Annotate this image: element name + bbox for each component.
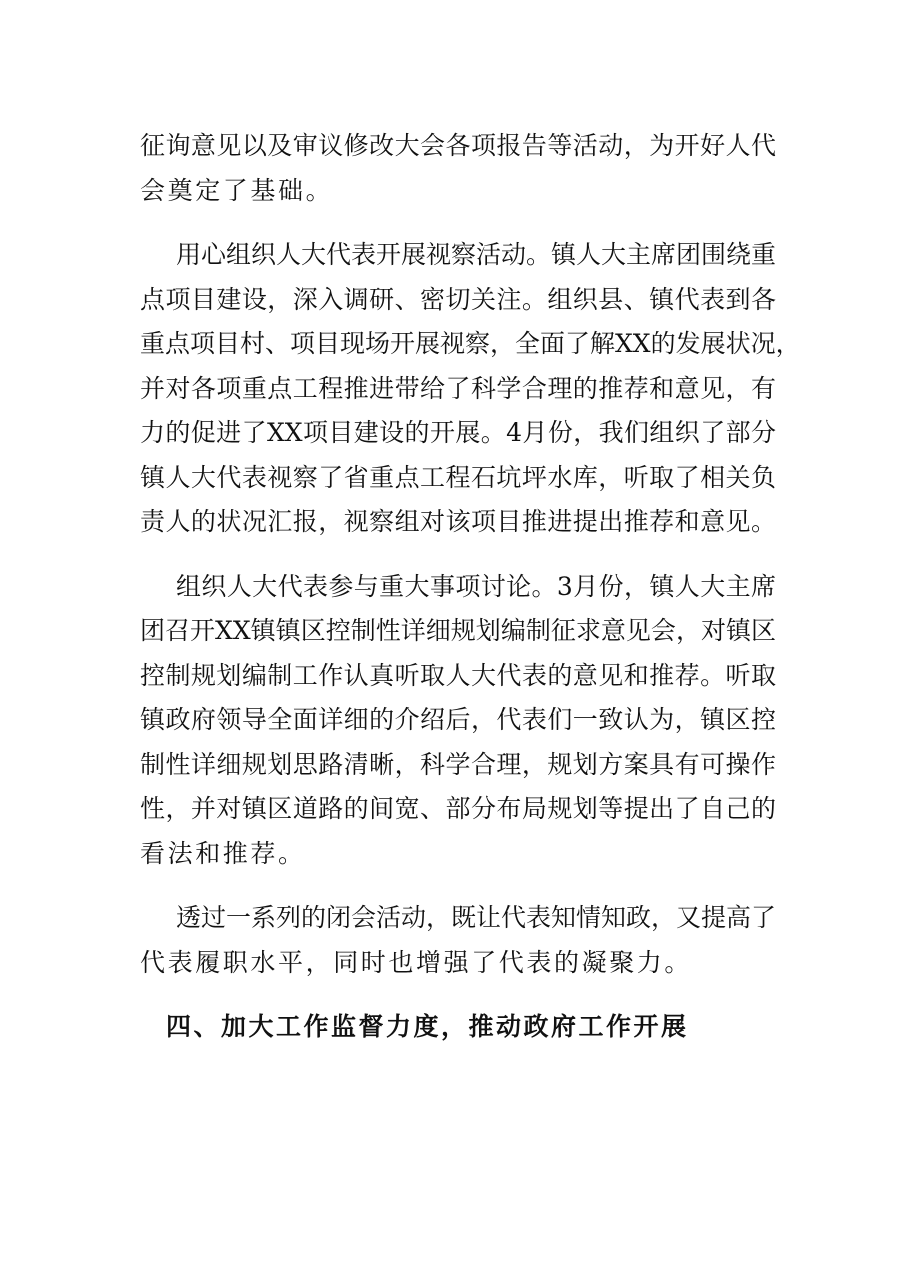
paragraph-1 xyxy=(140,124,776,213)
text-line: 看法和推荐。 xyxy=(140,838,306,868)
text-line: 组织人大代表参与重大事项讨论。3月份，镇人大主席 xyxy=(176,571,776,601)
text-line: 会奠定了基础。 xyxy=(140,175,334,205)
text-line: 团召开XX镇镇区控制性详细规划编制征求意见会，对镇区 xyxy=(140,616,776,645)
text-line: 用心组织人大代表开展视察活动。镇人大主席团围绕重 xyxy=(176,240,777,269)
text-line: 并对各项重点工程推进带给了科学合理的推荐和意见，有 xyxy=(140,373,776,403)
text-line: 镇人大代表视察了省重点工程石坑坪水库，听取了相关负 xyxy=(140,462,776,492)
text-line: 透过一系列的闭会活动，既让代表知情知政，又提高了 xyxy=(176,903,777,932)
text-line: 力的促进了XX项目建设的开展。4月份，我们组织了部分 xyxy=(140,418,776,447)
text-line: 责人的状况汇报，视察组对该项目推进提出推荐和意见。 xyxy=(140,507,776,536)
text-line: 征询意见以及审议修改大会各项报告等活动，为开好人代 xyxy=(140,131,776,160)
document-body xyxy=(140,124,801,1050)
text-line: 重点项目村、项目现场开展视察，全面了解XX的发展状况， xyxy=(140,329,801,358)
paragraph-4 xyxy=(140,896,776,985)
text-line: 控制规划编制工作认真听取人大代表的意见和推荐。听取 xyxy=(140,660,776,690)
paragraph-2 xyxy=(140,233,801,545)
text-line: 点项目建设，深入调研、密切关注。组织县、镇代表到各 xyxy=(140,284,776,314)
section-heading: 四、加大工作监督力度，推动政府工作开展 xyxy=(166,1012,689,1041)
text-line: 性，并对镇区道路的间宽、部分布局规划等提出了自己的 xyxy=(140,794,776,823)
text-line: 代表履职水平，同时也增强了代表的凝聚力。 xyxy=(140,947,693,977)
paragraph-3 xyxy=(140,565,776,877)
text-line: 镇政府领导全面详细的介绍后，代表们一致认为，镇区控 xyxy=(140,705,776,734)
text-line: 制性详细规划思路清晰，科学合理，规划方案具有可操作 xyxy=(140,749,776,779)
